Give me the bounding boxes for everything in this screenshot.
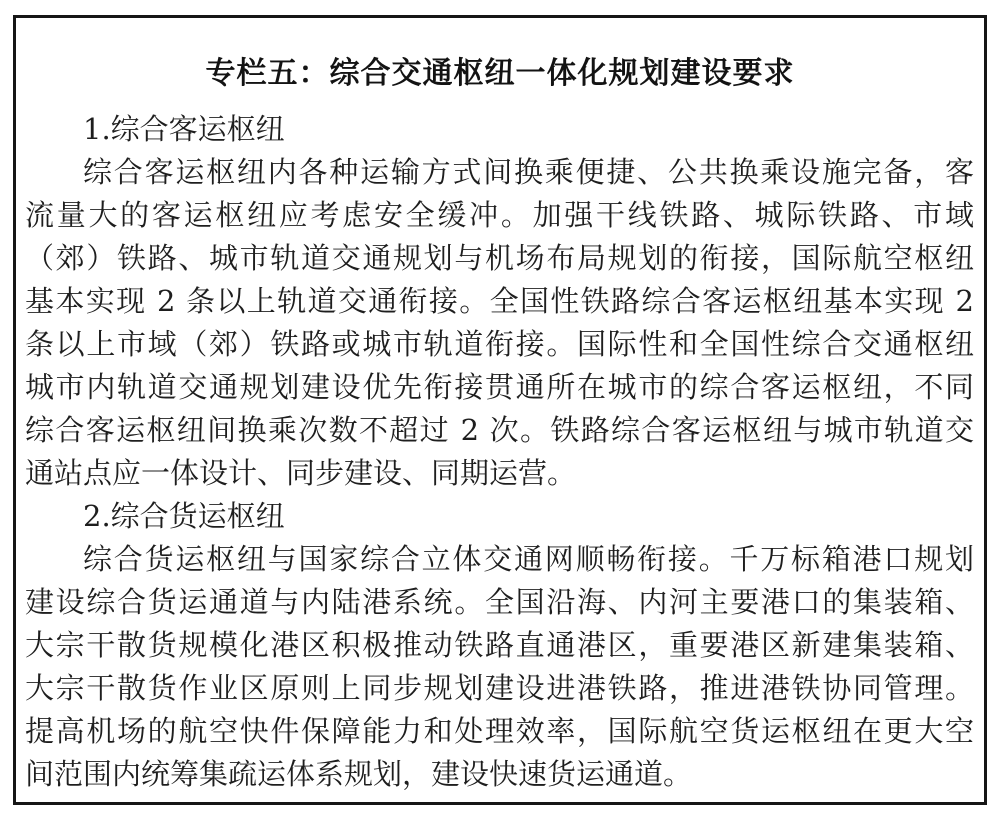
text-line: 城市内轨道交通规划建设优先衔接贯通所在城市的综合客运枢纽，不同: [25, 370, 974, 404]
panel-body: [16, 108, 984, 796]
document-panel: [13, 15, 987, 805]
text-line: 综合货运枢纽与国家综合立体交通网顺畅衔接。千万标箱港口规划: [83, 542, 974, 576]
section-heading-passenger: 1.综合客运枢纽: [83, 112, 285, 146]
text-line: 大宗干散货作业区原则上同步规划建设进港铁路，推进港铁协同管理。: [25, 671, 974, 705]
text-line: 提高机场的航空快件保障能力和处理效率，国际航空货运枢纽在更大空: [25, 714, 974, 748]
text-line: 建设综合货运通道与内陆港系统。全国沿海、内河主要港口的集装箱、: [25, 585, 974, 619]
text-line: 通站点应一体设计、同步建设、同期运营。: [25, 456, 577, 490]
text-line: （郊）铁路、城市轨道交通规划与机场布局规划的衔接，国际航空枢纽: [25, 241, 974, 275]
text-line: 条以上市域（郊）铁路或城市轨道衔接。国际性和全国性综合交通枢纽: [25, 327, 974, 361]
text-line: 综合客运枢纽间换乘次数不超过 2 次。铁路综合客运枢纽与城市轨道交: [25, 413, 974, 447]
section-heading-freight: 2.综合货运枢纽: [83, 499, 285, 533]
text-line: 综合客运枢纽内各种运输方式间换乘便捷、公共换乘设施完备，客: [83, 155, 974, 189]
text-line: 流量大的客运枢纽应考虑安全缓冲。加强干线铁路、城际铁路、市域: [25, 198, 974, 232]
panel-title: 专栏五：综合交通枢纽一体化规划建设要求: [205, 57, 795, 90]
text-line: 大宗干散货规模化港区积极推动铁路直通港区，重要港区新建集装箱、: [25, 628, 974, 662]
text-line: 间范围内统筹集疏运体系规划，建设快速货运通道。: [25, 757, 693, 791]
text-line: 基本实现 2 条以上轨道交通衔接。全国性铁路综合客运枢纽基本实现 2: [25, 284, 974, 318]
